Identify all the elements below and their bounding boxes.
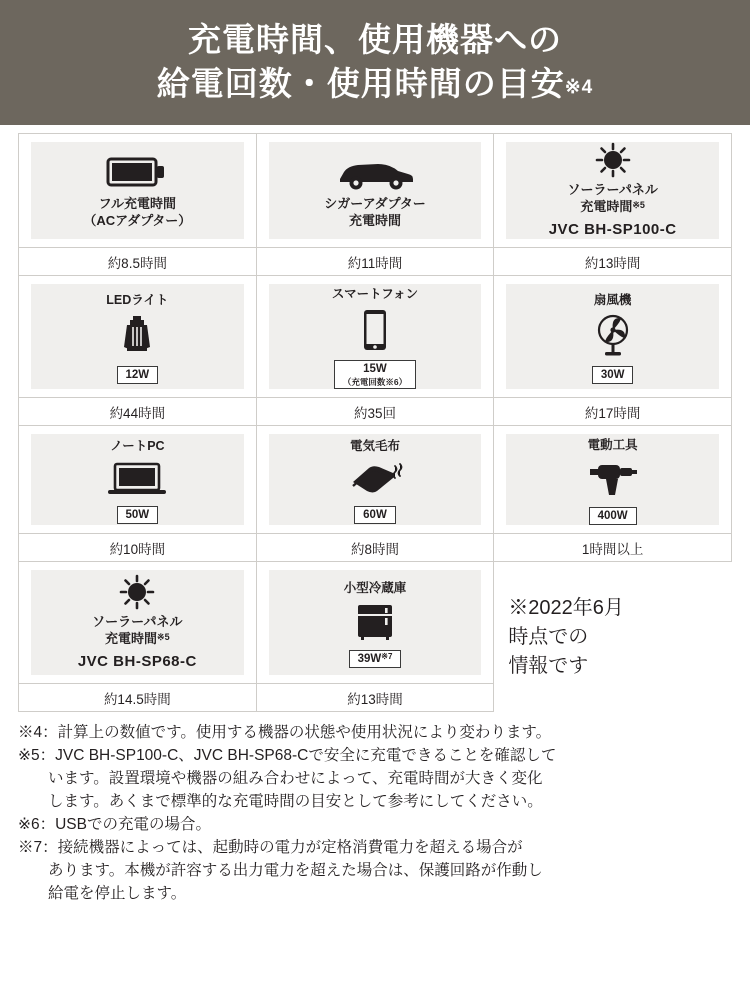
table-row [19, 562, 732, 684]
value-smartphone: 約35回 [256, 398, 494, 426]
footnote-line: します。あくまで標準的な充電時間の目安として参考にしてください。 [48, 793, 543, 811]
caption-solar-sp100-model: JVC BH-SP100-C [548, 220, 677, 238]
cell-blanket [256, 426, 494, 534]
panel-fan [506, 284, 719, 389]
fan-icon [593, 314, 633, 358]
fridge-icon [352, 602, 398, 642]
caption-solar-sp100: ソーラーパネル 充電時間$^{※5}$ [567, 182, 658, 214]
sidenote-text: ※2022年6月 時点での 情報です [508, 596, 624, 677]
panel-cigar-adapter [269, 142, 482, 239]
table-row [19, 134, 732, 248]
value-fridge: 約13時間 [256, 684, 494, 712]
panel-solar-sp68 [31, 570, 244, 675]
cell-solar-sp68 [19, 562, 257, 684]
watt-fridge-value: 39W [357, 652, 382, 665]
panel-smartphone [269, 284, 482, 389]
caption-solar-sp68-model: JVC BH-SP68-C [77, 653, 197, 671]
blanket-icon [347, 460, 403, 498]
watt-blanket: 60W [354, 506, 396, 524]
panel-fridge [269, 570, 482, 675]
watt-power-tool: 400W [589, 507, 637, 525]
cell-laptop [19, 426, 257, 534]
smartphone-icon [360, 308, 390, 352]
table-row [19, 426, 732, 534]
cell-fridge [256, 562, 494, 684]
value-solar-sp68: 約14.5時間 [19, 684, 257, 712]
panel-led-light [31, 284, 244, 389]
cell-sidenote [494, 562, 732, 712]
value-cigar-adapter: 約11時間 [256, 248, 494, 276]
table-row-values [19, 248, 732, 276]
panel-laptop [31, 434, 244, 525]
caption-solar-sp68: ソーラーパネル 充電時間$^{※5}$ [92, 614, 183, 647]
cell-smartphone [256, 276, 494, 398]
footnote-line: ※7：接続機器によっては、起動時の電力が定格消費電力を超える場合が [18, 839, 523, 857]
cell-led-light [19, 276, 257, 398]
header-line-2-sup: ※4 [564, 76, 594, 98]
label-power-tool: 電動工具 [587, 437, 638, 452]
watt-smartphone-value: 15W [363, 363, 387, 376]
label-fan: 扇風機 [593, 292, 632, 307]
spec-table-wrapper [0, 125, 750, 712]
label-laptop: ノートPC [110, 438, 165, 453]
sun-icon [114, 574, 160, 610]
battery-icon [106, 152, 168, 192]
value-full-charge: 約8.5時間 [19, 248, 257, 276]
header-line-1: 充電時間、使用機器への [188, 21, 562, 58]
header-line-2 [10, 62, 740, 106]
value-solar-sp100: 約13時間 [494, 248, 732, 276]
laptop-icon [106, 460, 168, 498]
label-fridge: 小型冷蔵庫 [343, 580, 407, 595]
table-row-values [19, 534, 732, 562]
watt-fridge [349, 650, 402, 668]
label-smartphone: スマートフォン [331, 287, 419, 302]
footnote-line: あります。本機が許容する出力電力を超えた場合は、保護回路が作動し [48, 862, 543, 880]
panel-solar-sp100 [506, 142, 719, 239]
cell-solar-sp100 [494, 134, 732, 248]
caption-full-charge: フル充電時間 （ACアダプター） [83, 195, 192, 228]
caption-sup: ※5 [632, 199, 645, 210]
sun-icon [590, 142, 636, 178]
watt-smartphone [334, 360, 416, 389]
cell-cigar-adapter [256, 134, 494, 248]
footnotes [0, 712, 750, 905]
header-line-2-text: 給電回数・使用時間の目安 [156, 64, 565, 102]
footnote-line: ※6：USBでの充電の場合。 [18, 816, 211, 834]
value-fan: 約17時間 [494, 398, 732, 426]
footnote-line: います。設置環境や機器の組み合わせによって、充電時間が大きく変化 [48, 770, 543, 788]
panel-full-charge [31, 142, 244, 239]
watt-laptop: 50W [117, 506, 159, 524]
caption-sup: ※5 [157, 632, 170, 643]
table-row-values [19, 398, 732, 426]
table-row [19, 276, 732, 398]
watt-fan: 30W [592, 366, 634, 384]
watt-smartphone-sub: （充電回数※6） [342, 376, 408, 387]
spec-table [18, 133, 732, 712]
watt-fridge-sup: ※7 [381, 651, 393, 661]
panel-blanket [269, 434, 482, 525]
car-icon [334, 152, 416, 192]
cell-power-tool [494, 426, 732, 534]
footnote-line: ※5：JVC BH-SP100-C、JVC BH-SP68-Cで安全に充電できることを確認して [18, 747, 557, 765]
footnote-line: 給電を停止します。 [48, 885, 187, 903]
drill-icon [588, 459, 638, 499]
lantern-icon [118, 314, 156, 358]
value-power-tool: 1時間以上 [494, 534, 732, 562]
cell-fan [494, 276, 732, 398]
caption-cigar-adapter: シガーアダプター 充電時間 [324, 195, 426, 228]
panel-power-tool [506, 434, 719, 525]
label-led-light: LEDライト [106, 292, 169, 307]
value-blanket: 約8時間 [256, 534, 494, 562]
value-laptop: 約10時間 [19, 534, 257, 562]
footnote-line: ※4：計算上の数値です。使用する機器の状態や使用状況により変わります。 [18, 724, 552, 742]
value-led-light: 約44時間 [19, 398, 257, 426]
watt-led-light: 12W [117, 366, 159, 384]
label-blanket: 電気毛布 [349, 438, 400, 453]
cell-full-charge [19, 134, 257, 248]
page-header [0, 0, 750, 125]
